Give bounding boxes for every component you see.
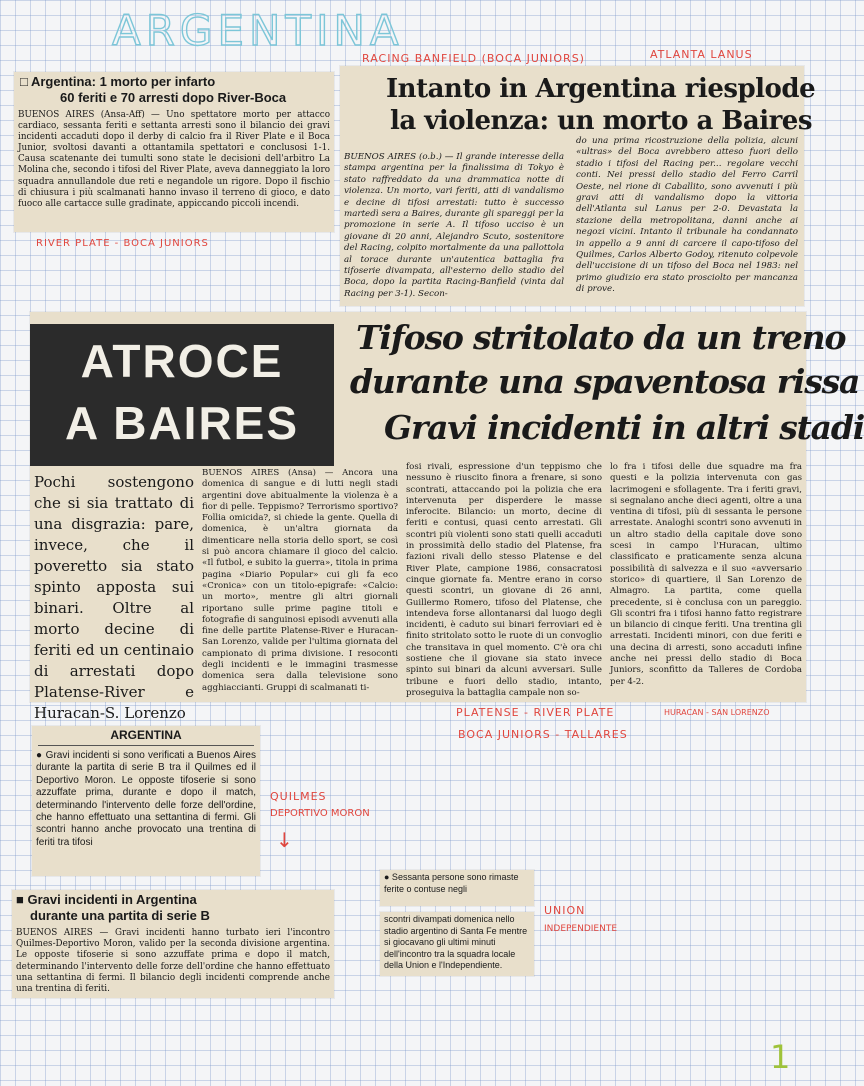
handwritten-independiente: INDEPENDIENTE (544, 924, 618, 934)
article-body: ● Gravi incidenti si sono verificati a Buenos Aires durante la partita di serie B tra il Quilmes ed il Deportivo Moron. Le opposte tifoserie si sono azzuffate prima, durante e dopo il match, determinando l'intervento delle forze dell'ordine, che hanno effettuato una settantina di fermi. Gli scontri hanno anche provocato una trentina di feriti tra tifosi (36, 750, 256, 848)
clip-headline: 60 feriti e 70 arresti dopo River-Boca (60, 90, 287, 105)
clip-headline: durante una spaventosa rissa (350, 362, 860, 401)
handwritten-union: UNION (544, 904, 586, 917)
clip-headline: Tifoso stritolato da un treno (356, 318, 846, 357)
article-body: scontri divampati domenica nello stadio argentino di Santa Fe mentre si giocavano gli ultimi minuti dell'incontro tra la squadra locale della Union e l'Independiente. (384, 914, 528, 970)
atroce-banner (30, 324, 334, 466)
article-column: fosi rivali, espressione d'un teppismo che nessuno è riuscito finora a frenare, si sono scontrati, attaccando poi la polizia che era intervenuta per disperdere le masse inferocite. Bilancio: un morto, decine di feriti e contusi, quasi cento arrestati. Gli scontri più violenti sono stati quelli accaduti in prossimità dello stadio del Platense, fra fazioni rivali dello stesso Platense e del River Plate, campione 1986, consacratosi cinque giornate fa. Mentre erano in corso questi scontri, un giovane di 26 anni, Guillermo Romero, tifoso del Platense, che intendeva forse allontanarsi dal luogo degli incidenti, è caduto sui binari ferroviari ed è finito stritolato sotto le ruote di un convoglio che transitava in quel momento. C'è ora chi sostiene che il giovane sia stato invece spinto sui binari da alcuni avversari. Sulle tribune e fuori dello stadio, intanto, proseguiva la battaglia campale non so- (406, 462, 602, 698)
handwritten-deportivo-moron: DEPORTIVO MORON (270, 808, 370, 819)
clip-argentina-serie-b (32, 726, 260, 876)
lead-paragraph: Pochi sostengono che si sia trattato di una disgrazia: pare, invece, che il poveretto sia stato spinto apposta sui binari. Oltre al morto decine di feriti ed un centinaio di arrestati dopo Platense-River e Huracan-S. Lorenzo (34, 473, 194, 722)
handwritten-atlanta-lanus: ATLANTA LANUS (650, 48, 753, 61)
notebook-title: ARGENTINA (112, 6, 404, 55)
clip-headline: durante una partita di serie B (30, 908, 210, 923)
banner-text: A BAIRES (64, 397, 300, 449)
clip-river-boca (14, 72, 334, 232)
clip-headline: Intanto in Argentina riesplode (386, 74, 816, 104)
article-column: lo fra i tifosi delle due squadre ma fra questi e la polizia intervenuta con gas lacrimogeni e sfollagente. Tra i feriti gravi, si segnalano anche dieci agenti, oltre a una ventina di tifosi, più di sessanta le persone arrestate. Analoghi scontri sono avvenuti in un altro stadio della capitale dove sono scesi in campo l'Huracan, ultimo classificato e praticamente senza alcuna possibilità di salvezza e il suo «avversario storico» di quartiere, il San Lorenzo de Almagro. La partita, come quella precedente, si è conclusa con un pareggio. Gli scontri fra i tifosi hanno fatto registrare un bilancio di cinque feriti. Una trentina gli arrestati. Incidenti minori, con due feriti e una decina di arresti, sono accaduti infine anche nei pressi dello stadio di Boca Juniors, sconfitto da Talleres de Cordoba per 4-2. (610, 462, 802, 687)
handwritten-platense-river: PLATENSE - RIVER PLATE (456, 706, 615, 719)
divider (38, 745, 254, 746)
banner-text: ATROCE (80, 335, 284, 387)
handwritten-river-boca: RIVER PLATE - BOCA JUNIORS (36, 238, 209, 249)
clip-sessanta-persone-top (380, 870, 534, 906)
clip-headline: Gravi incidenti in altri stadi (384, 408, 864, 447)
article-column: do una prima ricostruzione della polizia, alcuni «ultras» del Boca avrebbero atteso fuori dello stadio i tifosi del Racing per... regolare vecchi conti. Nei pressi dello stadio del Ferro Carril Oeste, nel rione di Caballito, sono avvenuti i più gravi atti di vandalismo dopo la vittoria dell'Atlanta sul Lanus per 2-0. Devastata la stazione della metropolitana, danni anche ai negozi vicini. Intanto il tribunale ha condannato in appello a 9 anni di carcere il capo-tifoso del Quilmes, Carlos Alberto Godoy, ritenuto colpevole dell'uccisione di un tifoso del Boca nel 1983: nel primo giudizio era stato prosciolto per mancanza di prove. (576, 136, 798, 295)
handwritten-racing-banfield: RACING BANFIELD (BOCA JUNIORS) (362, 52, 585, 65)
clip-heading: ARGENTINA (110, 728, 182, 742)
article-body: BUENOS AIRES — Gravi incidenti hanno turbato ieri l'incontro Quilmes-Deportivo Moron, valido per la seconda divisione argentina. Le opposte tifoserie si sono azzuffate prima e dopo il match, determinando l'intervento delle forze dell'ordine che hanno effettuato una settantina di fermi. Il bilancio degli incidenti comprende anche una trentina di feriti. (16, 928, 330, 995)
article-body: ● Sessanta persone sono rimaste ferite o contuse negli (384, 872, 519, 894)
arrow-icon: ↓ (276, 828, 293, 852)
article-column: BUENOS AIRES (o.b.) — Il grande interesse della stampa argentina per la finalissima di Tokyo è stato raffreddato da una drammatica notte di violenza. Un morto, vari feriti, atti di vandalismo e decine di tifosi arrestati: tutto è successo martedì sera a Baires, durante gli spareggi per la promozione in serie A. Il tifoso ucciso è un giovane di 20 anni, Alejandro Scuto, sostenitore del Racing, colpito mortalmente da una pallottola al torace durante un'autentica battaglia fra tifoserie divampata, all'esterno dello stadio del Boca, dopo la partita Racing-Banfield (vinta dal Racing per 3-1). Secon- (344, 152, 564, 299)
handwritten-huracan-san-lorenzo: HURACAN - SAN LORENZO (664, 708, 770, 717)
handwritten-boca-tallares: BOCA JUNIORS - TALLARES (458, 728, 628, 741)
clip-headline: □ Argentina: 1 morto per infarto (20, 74, 216, 89)
clip-gravi-incidenti (12, 890, 334, 998)
page-number: 1 (770, 1038, 792, 1076)
clip-sessanta-persone-bottom (380, 912, 534, 976)
clip-headline: la violenza: un morto a Baires (390, 106, 812, 136)
clip-headline: ■ Gravi incidenti in Argentina (16, 892, 197, 907)
article-body: BUENOS AIRES (Ansa-Aff) — Uno spettatore morto per attacco cardiaco, sessanta feriti e settanta arresti sono il bilancio dei gravi incidenti accaduti dopo il derby di calcio fra il River Plate e il Boca Junior, svoltosi davanti a ottantamila spettatori e conclusosi 1-1. Causa scatenante dei tumulti sono state le decisioni dell'arbitro La Molina che, secondo i tifosi del River Plate, aveva danneggiato la loro squadra annullandole due reti e negandole un rigore. Dopo il fischio di chiusura i più scalmanati hanno invaso il terreno di gioco, e dato fuoco alle cartacce sulle gradinate, appiccando piccoli incendi. (18, 110, 330, 209)
article-column: BUENOS AIRES (Ansa) — Ancora una domenica di sangue e di lutti negli stadi argentini dove abitualmente la violenza è a fior di pelle. Teppismo? Terrorismo sportivo? Follia omicida?, si chiede la gente. Quella di domenica, è un'altra giornata da dimenticare nella storia dello sport, se così si può ancora chiamare il gioco del calcio. «Il futbol, e subito la guerra», titola in prima pagina «Diario Popular» cui gli fa eco «Cronica» con un titolo-epigrafe: «Calcio: un morto», mentre gli altri giornali riportano sulle prime pagine titoli e fotografie di sanguinosi episodi avvenuti alla fine delle partite Platense-River e Huracan-San Lorenzo, valide per l'ultima giornata del campionato di prima divisione. I resoconti degli incidenti e le immagini trasmesse domenica sera dalla televisione sono agghiaccianti. Gruppi di scalmanati ti- (202, 468, 398, 693)
handwritten-quilmes: QUILMES (270, 790, 327, 803)
clip-riesplode-violenza (340, 66, 816, 306)
